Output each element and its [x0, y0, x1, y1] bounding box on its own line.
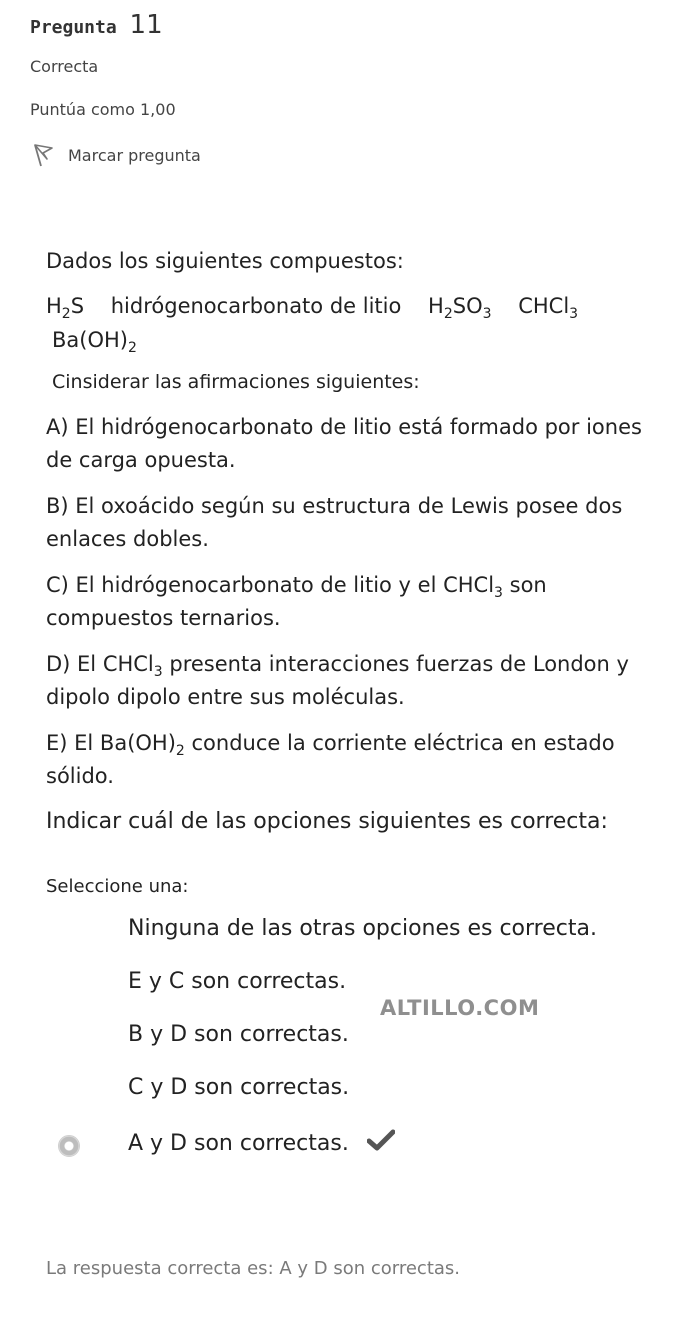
- question-state: Correcta: [30, 57, 99, 76]
- answer-option-label: B y D son correctas.: [128, 1022, 349, 1047]
- question-number: [30, 10, 163, 40]
- correct-answer-feedback: La respuesta correcta es: A y D son correctas.: [46, 1258, 461, 1279]
- question-number-value: 11: [129, 10, 163, 40]
- flag-question-link[interactable]: [32, 143, 201, 167]
- flag-icon: [32, 143, 54, 167]
- compound-h2s: $H_2S$: [46, 294, 85, 322]
- statement-c: C) El hidrógenocarbonato de litio y el CHCl$_3$ son compuestos ternarios.: [46, 573, 547, 630]
- answer-option-label: C y D son correctas.: [128, 1075, 350, 1100]
- statement-a: A) El hidrógenocarbonato de litio está formado por iones de carga opuesta.: [46, 415, 642, 472]
- flag-question-label: Marcar pregunta: [68, 145, 201, 165]
- compound-list: [46, 290, 671, 323]
- consider-text: Cinsiderar las afirmaciones siguientes:: [52, 371, 420, 393]
- answer-option-label: E y C son correctas.: [128, 969, 347, 994]
- answer-option-label: Ninguna de las otras opciones es correcta.: [128, 916, 597, 941]
- statement-e: E) El $Ba(OH)_2$ conduce la corriente eléctrica en estado sólido.: [46, 731, 615, 788]
- check-icon: [367, 1129, 395, 1157]
- answer-option-4[interactable]: [128, 1075, 349, 1100]
- answer-option-1[interactable]: [128, 916, 597, 941]
- compound-baoh2: $Ba(OH)_2$: [52, 328, 137, 356]
- answer-option-5[interactable]: [128, 1129, 395, 1157]
- question-grade: Puntúa como 1,00: [30, 100, 176, 119]
- statement-d: D) El CHCl$_3$ presenta interacciones fuerzas de London y dipolo dipolo entre sus moléculas.: [46, 652, 629, 709]
- answer-option-label: A y D son correctas.: [128, 1130, 349, 1156]
- answer-option-3[interactable]: [128, 1022, 349, 1047]
- compound-chcl3: CHCl$_3$: [518, 294, 579, 322]
- question-label: Pregunta: [30, 17, 117, 38]
- watermark: ALTILLO.COM: [380, 996, 540, 1020]
- answer-option-2[interactable]: [128, 969, 346, 994]
- selected-radio-button[interactable]: [58, 1135, 80, 1157]
- question-intro: Dados los siguientes compuestos:: [46, 249, 404, 273]
- statement-b: B) El oxoácido según su estructura de Lewis posee dos enlaces dobles.: [46, 494, 623, 551]
- question-ask: Indicar cuál de las opciones siguientes es correcta:: [46, 809, 608, 834]
- compound-h2so3: $H_2SO_3$: [428, 294, 492, 322]
- select-one-prompt: Seleccione una:: [46, 876, 189, 897]
- compound-lithium-bicarbonate: hidrógenocarbonato de litio: [110, 294, 402, 318]
